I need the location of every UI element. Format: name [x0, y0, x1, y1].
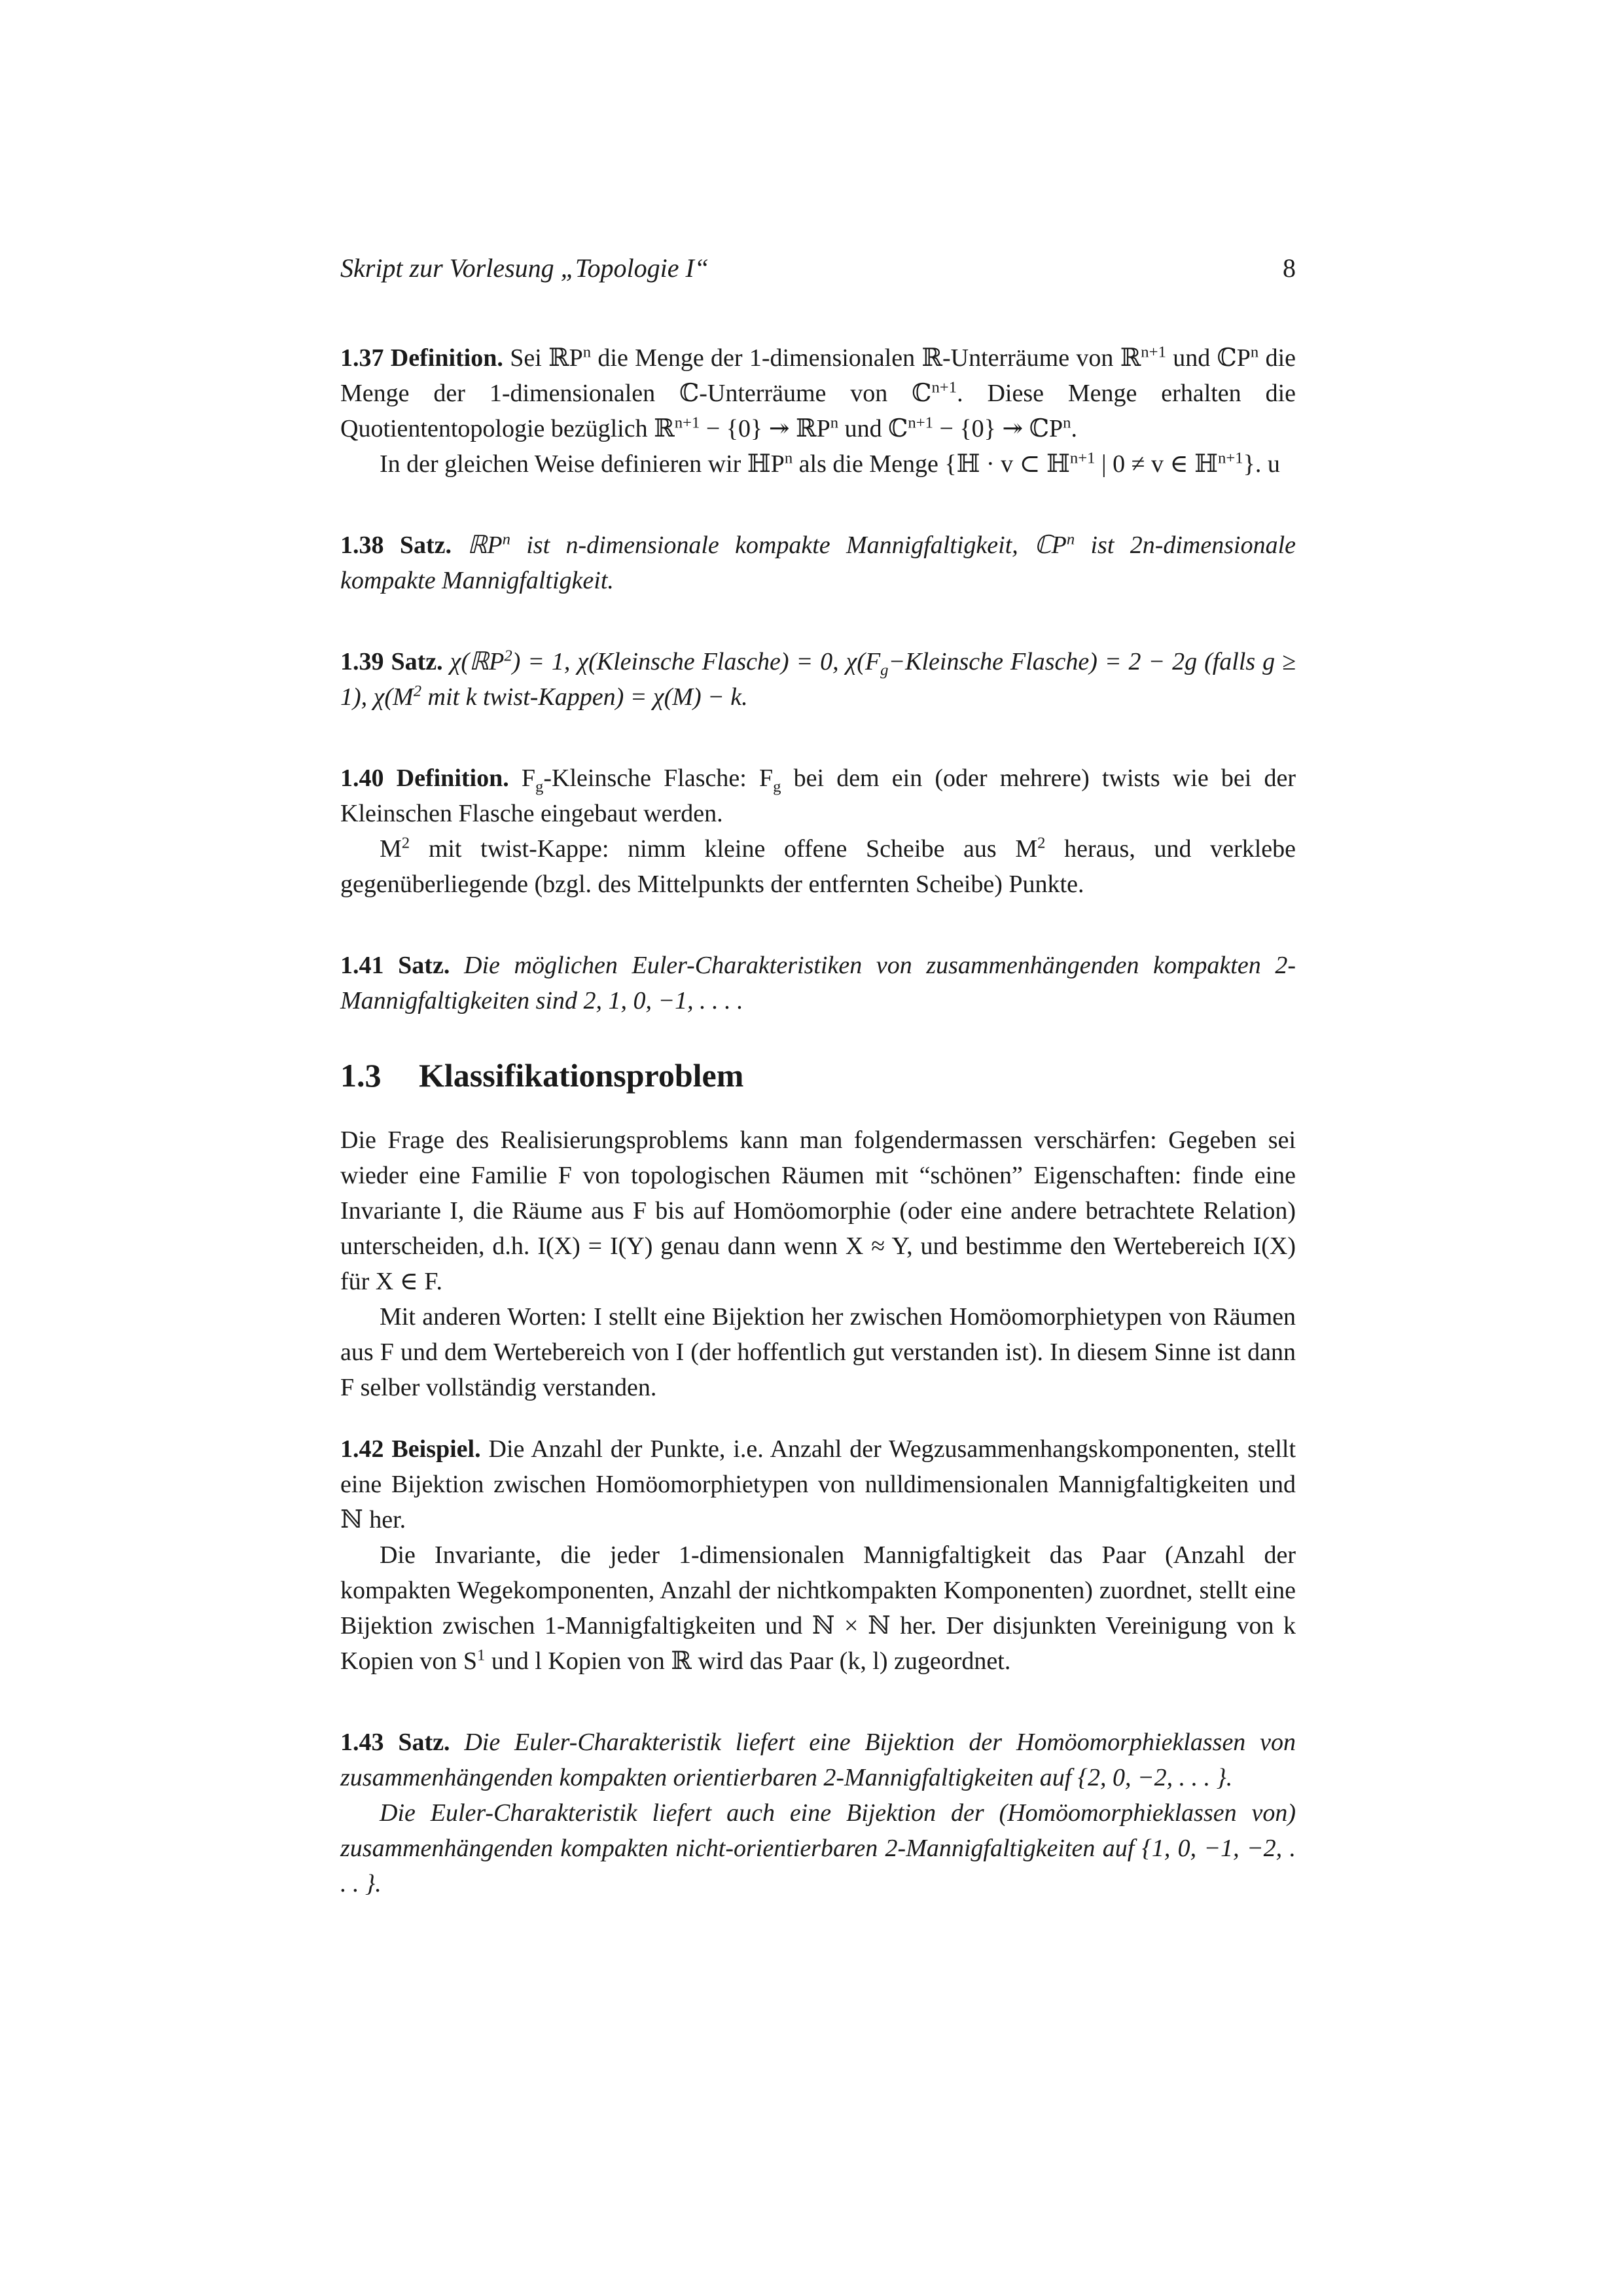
definition-1-40-paragraph-1: [340, 761, 1296, 831]
example-1-42: [340, 1431, 1296, 1679]
definition-1-37-paragraph-1: [340, 340, 1296, 446]
definition-1-37-text: Sei ℝP$^n$ die Menge der 1-dimensionalen ℝ-Unterräume von ℝ$^{n+1}$ und ℂP$^n$ die Menge der 1-dimensionalen ℂ-Unterräume von ℂ$^{n+1}$. Diese Menge erhalten die Quotiententopologie bezüglich ℝ$^{n+1}$ − {0} ↠ ℝP$^n$ und ℂ$^{n+1}$ − {0} ↠ ℂP$^n$.: [340, 343, 1296, 442]
theorem-1-43-label: 1.43 Satz.: [340, 1729, 450, 1756]
theorem-1-41-paragraph: [340, 948, 1296, 1018]
section-number: 1.3: [340, 1057, 382, 1094]
theorem-1-43-paragraph-2: Die Euler-Charakteristik liefert auch eine Bijektion der (Homöomorphieklassen von) zusammenhängenden kompakten nicht-orientierbaren 2-Mannigfaltigkeiten auf {1, 0, −1, −2, . . . }.: [340, 1799, 1296, 1897]
definition-1-37: [340, 340, 1296, 482]
example-1-42-text: Die Anzahl der Punkte, i.e. Anzahl der Wegzusammenhangskomponenten, stellt eine Bijektion zwischen Homöomorphietypen von nulldimensionalen Mannigfaltigkeiten und ℕ her.: [340, 1435, 1296, 1534]
theorem-1-43: [340, 1725, 1296, 1901]
theorem-1-38-label: 1.38 Satz.: [340, 531, 452, 559]
page: [340, 249, 1296, 1901]
running-header: [340, 249, 1296, 288]
theorem-1-41-text: Die möglichen Euler-Charakteristiken von zusammenhängenden kompakten 2-Mannigfaltigkeiten sind 2, 1, 0, −1, . . . .: [340, 952, 1296, 1014]
definition-1-40-text: $F_g$-Kleinsche Flasche: $F_g$ bei dem ein (oder mehrere) twists wie bei der Kleinschen Flasche eingebaut werden.: [340, 764, 1296, 827]
definition-1-37-text-2: In der gleichen Weise definieren wir ℍP$^n$ als die Menge {ℍ · v ⊂ ℍ$^{n+1}$ | 0 ≠ v ∈ ℍ$^{n+1}$}. u: [380, 449, 1280, 478]
theorem-1-39-label: 1.39 Satz.: [340, 648, 443, 675]
theorem-1-39: [340, 644, 1296, 715]
theorem-1-38-text: ℝP$^n$ ist n-dimensionale kompakte Mannigfaltigkeit, ℂP$^n$ ist 2n-dimensionale kompakte Mannigfaltigkeit.: [340, 530, 1296, 594]
intro-paragraph-2: Mit anderen Worten: I stellt eine Bijektion her zwischen Homöomorphietypen von Räumen aus F und dem Wertebereich von I (der hoffentlich gut verstanden ist). In diesem Sinne ist dann F selber vollständig verstanden.: [340, 1303, 1296, 1401]
theorem-1-41: [340, 948, 1296, 1018]
intro-paragraph-1: Die Frage des Realisierungsproblems kann man folgendermassen verschärfen: Gegeben sei wieder eine Familie F von topologischen Räumen mit “schönen” Eigenschaften: finde eine Invariante I, die Räume aus F bis auf Homöomorphie (oder eine andere betrachtete Relation) unterscheiden, d.h. I(X) = I(Y) genau dann wenn X ≈ Y, und bestimme den Wertebereich I(X) für X ∈ F.: [340, 1126, 1296, 1295]
example-1-42-label: 1.42 Beispiel.: [340, 1435, 481, 1463]
definition-1-40-label: 1.40 Definition.: [340, 764, 509, 792]
definition-1-37-paragraph-2: [340, 446, 1296, 482]
theorem-1-43-text: Die Euler-Charakteristik liefert eine Bijektion der Homöomorphieklassen von zusammenhängenden kompakten orientierbaren 2-Mannigfaltigkeiten auf {2, 0, −2, . . . }.: [340, 1729, 1296, 1791]
page-number: 8: [1283, 253, 1296, 283]
theorem-1-41-label: 1.41 Satz.: [340, 952, 450, 979]
theorem-1-39-text: χ(ℝP$^2$) = 1, χ(Kleinsche Flasche) = 0, $\chi(F_g-Kleinsche$ Flasche) = 2 − 2g (falls g ≥ 1), $\chi(M^2$ mit k twist-Kappen) = χ(M) − k.: [340, 647, 1296, 711]
theorem-1-38-paragraph: [340, 528, 1296, 598]
example-1-42-paragraph-2: [340, 1537, 1296, 1679]
definition-1-40-paragraph-2: [340, 831, 1296, 902]
theorem-1-38: [340, 528, 1296, 598]
section-heading: [340, 1054, 1296, 1096]
section-intro: [340, 1122, 1296, 1405]
header-title: Skript zur Vorlesung „Topologie I“: [340, 253, 709, 283]
theorem-1-43-paragraph-1: [340, 1725, 1296, 1795]
example-1-42-paragraph-1: [340, 1431, 1296, 1537]
example-1-42-text-2: Die Invariante, die jeder 1-dimensionalen Mannigfaltigkeit das Paar (Anzahl der kompakten Wegekomponenten, Anzahl der nichtkompakten Komponenten) zuordnet, stellt eine Bijektion zwischen 1-Mannigfaltigkeiten und ℕ × ℕ her. Der disjunkten Vereinigung von k Kopien von $S^1$ und l Kopien von ℝ wird das Paar (k, l) zugeordnet.: [340, 1541, 1296, 1675]
definition-1-37-label: 1.37 Definition.: [340, 344, 503, 372]
section-title: Klassifikationsproblem: [419, 1057, 744, 1094]
theorem-1-39-paragraph: [340, 644, 1296, 715]
definition-1-40-text-2: $M^2$ mit twist-Kappe: nimm kleine offene Scheibe aus $M^2$ heraus, und verklebe gegenüberliegende (bzgl. des Mittelpunkts der entfernten Scheibe) Punkte.: [340, 834, 1296, 898]
definition-1-40: [340, 761, 1296, 902]
